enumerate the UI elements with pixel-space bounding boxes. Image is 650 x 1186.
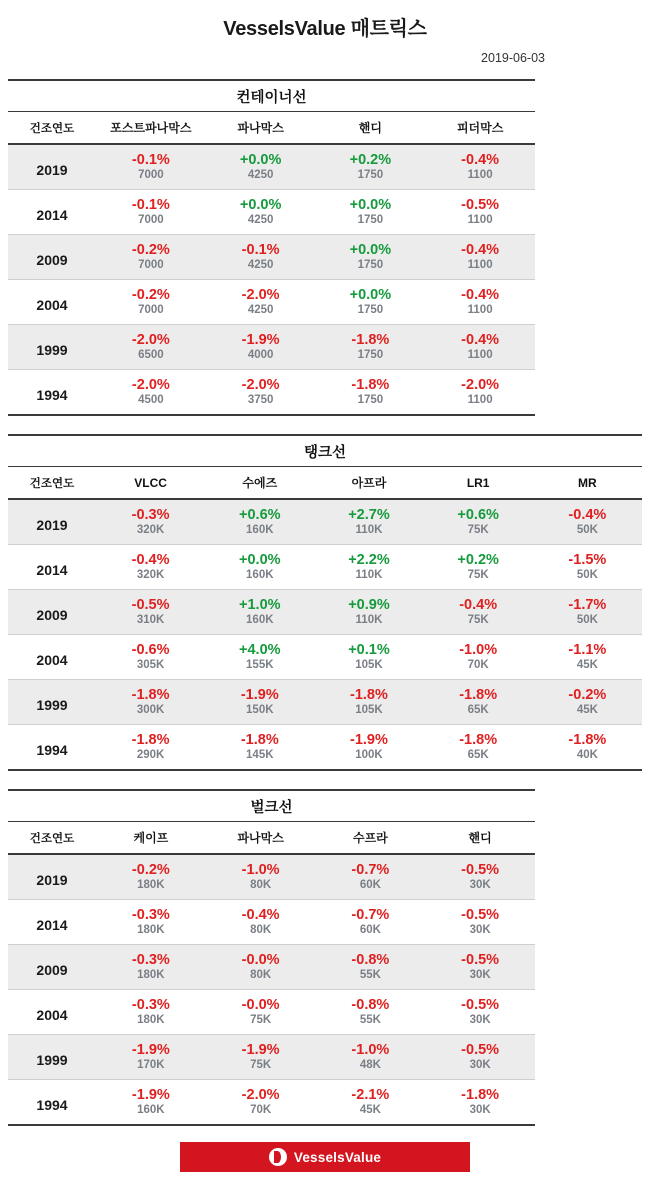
change-percent-cell: -0.4%: [425, 235, 535, 260]
change-percent-cell: -0.1%: [206, 235, 316, 260]
value-cell: 4250: [206, 259, 316, 279]
value-cell: 80K: [206, 924, 316, 944]
change-percent-cell: -0.1%: [96, 190, 206, 215]
value-cell: 160K: [96, 1104, 206, 1124]
value-cell: 1750: [316, 394, 426, 414]
value-cell: 180K: [96, 879, 206, 899]
column-header-year: 건조연도: [8, 822, 96, 854]
table-row: [8, 1080, 535, 1105]
change-percent-cell: +0.6%: [424, 499, 533, 524]
column-header: VLCC: [96, 467, 205, 499]
matrix-table: [8, 822, 535, 1124]
value-cell: 65K: [424, 749, 533, 769]
value-cell: 30K: [425, 1014, 535, 1034]
value-cell: 7000: [96, 169, 206, 189]
change-percent-cell: +0.6%: [205, 499, 314, 524]
row-year: 1999: [8, 1035, 96, 1080]
change-percent-cell: -2.0%: [96, 370, 206, 395]
change-percent-cell: -1.8%: [424, 680, 533, 705]
report-date: 2019-06-03: [481, 51, 545, 65]
value-cell: 105K: [314, 659, 423, 679]
change-percent-cell: -0.4%: [424, 590, 533, 615]
table-row: [8, 235, 535, 260]
change-percent-cell: -0.2%: [96, 854, 206, 879]
value-cell: 80K: [206, 879, 316, 899]
table-row: [8, 325, 535, 350]
value-cell: 4250: [206, 304, 316, 324]
change-percent-cell: -1.8%: [316, 325, 426, 350]
matrix-section: [8, 434, 642, 771]
matrix-table: [8, 112, 535, 414]
value-cell: 1750: [316, 304, 426, 324]
value-cell: 290K: [96, 749, 205, 769]
value-cell: 1100: [425, 214, 535, 234]
section-title: 벌크선: [8, 789, 535, 822]
change-percent-cell: -1.8%: [96, 680, 205, 705]
table-header-row: [8, 822, 535, 854]
table-row: [8, 370, 535, 395]
change-percent-cell: +0.1%: [314, 635, 423, 660]
column-header: 포스트파나막스: [96, 112, 206, 144]
value-cell: 6500: [96, 349, 206, 369]
row-year: 2004: [8, 280, 96, 325]
value-cell: 1100: [425, 349, 535, 369]
value-cell: 30K: [425, 969, 535, 989]
change-percent-cell: -1.9%: [205, 680, 314, 705]
value-cell: 1100: [425, 169, 535, 189]
value-cell: 70K: [206, 1104, 316, 1124]
change-percent-cell: -0.4%: [425, 144, 535, 169]
change-percent-cell: +2.7%: [314, 499, 423, 524]
change-percent-cell: -0.8%: [316, 990, 426, 1015]
value-cell: 7000: [96, 214, 206, 234]
change-percent-cell: -0.5%: [425, 190, 535, 215]
change-percent-cell: -1.8%: [316, 370, 426, 395]
value-cell: 170K: [96, 1059, 206, 1079]
value-cell: 180K: [96, 924, 206, 944]
row-year: 2019: [8, 144, 96, 189]
value-cell: 40K: [533, 749, 642, 769]
column-header: LR1: [424, 467, 533, 499]
table-row: [8, 545, 642, 570]
change-percent-cell: +4.0%: [205, 635, 314, 660]
vesselsvalue-logo-icon: [269, 1148, 287, 1166]
column-header-year: 건조연도: [8, 467, 96, 499]
change-percent-cell: -1.9%: [206, 325, 316, 350]
value-cell: 75K: [424, 524, 533, 544]
change-percent-cell: -0.7%: [316, 854, 426, 879]
value-cell: 160K: [205, 569, 314, 589]
row-year: 2014: [8, 190, 96, 235]
change-percent-cell: -1.8%: [96, 725, 205, 750]
value-cell: 1750: [316, 349, 426, 369]
change-percent-cell: -0.1%: [96, 144, 206, 169]
change-percent-cell: -1.8%: [425, 1080, 535, 1105]
change-percent-cell: +0.2%: [316, 144, 426, 169]
change-percent-cell: -0.5%: [96, 590, 205, 615]
value-cell: 1750: [316, 259, 426, 279]
table-header-row: [8, 467, 642, 499]
table-row: [8, 1035, 535, 1060]
change-percent-cell: -0.4%: [533, 499, 642, 524]
change-percent-cell: -2.0%: [206, 370, 316, 395]
change-percent-cell: -0.7%: [316, 900, 426, 925]
value-cell: 45K: [533, 704, 642, 724]
row-year: 2009: [8, 590, 96, 635]
change-percent-cell: +1.0%: [205, 590, 314, 615]
table-row: [8, 144, 535, 169]
row-year: 1999: [8, 325, 96, 370]
value-cell: 45K: [533, 659, 642, 679]
column-header: 파나막스: [206, 822, 316, 854]
change-percent-cell: -0.3%: [96, 990, 206, 1015]
matrix-section: [8, 79, 535, 416]
value-cell: 75K: [424, 614, 533, 634]
table-row-values: [8, 704, 642, 724]
row-year: 1994: [8, 370, 96, 415]
value-cell: 1750: [316, 169, 426, 189]
change-percent-cell: -0.5%: [425, 945, 535, 970]
column-header: 수프라: [316, 822, 426, 854]
change-percent-cell: -2.0%: [206, 1080, 316, 1105]
value-cell: 105K: [314, 704, 423, 724]
value-cell: 305K: [96, 659, 205, 679]
table-row: [8, 854, 535, 879]
column-header: MR: [533, 467, 642, 499]
table-row: [8, 725, 642, 750]
change-percent-cell: -0.3%: [96, 900, 206, 925]
change-percent-cell: -0.3%: [96, 945, 206, 970]
matrix-section: [8, 789, 535, 1126]
column-header: 아프라: [314, 467, 423, 499]
change-percent-cell: -0.8%: [316, 945, 426, 970]
change-percent-cell: -0.4%: [425, 280, 535, 305]
change-percent-cell: -1.9%: [96, 1080, 206, 1105]
value-cell: 320K: [96, 569, 205, 589]
value-cell: 160K: [205, 524, 314, 544]
change-percent-cell: -1.8%: [205, 725, 314, 750]
row-year: 1994: [8, 1080, 96, 1125]
change-percent-cell: +0.0%: [205, 545, 314, 570]
value-cell: 80K: [206, 969, 316, 989]
change-percent-cell: -1.9%: [96, 1035, 206, 1060]
change-percent-cell: +0.0%: [206, 144, 316, 169]
value-cell: 110K: [314, 569, 423, 589]
change-percent-cell: -2.0%: [206, 280, 316, 305]
value-cell: 310K: [96, 614, 205, 634]
value-cell: 75K: [424, 569, 533, 589]
column-header: 케이프: [96, 822, 206, 854]
change-percent-cell: -0.6%: [96, 635, 205, 660]
table-row: [8, 680, 642, 705]
value-cell: 1750: [316, 214, 426, 234]
value-cell: 3750: [206, 394, 316, 414]
row-year: 2004: [8, 990, 96, 1035]
value-cell: 320K: [96, 524, 205, 544]
change-percent-cell: +0.0%: [206, 190, 316, 215]
change-percent-cell: -0.2%: [533, 680, 642, 705]
column-header: 수에즈: [205, 467, 314, 499]
change-percent-cell: -0.5%: [425, 990, 535, 1015]
change-percent-cell: +0.2%: [424, 545, 533, 570]
value-cell: 50K: [533, 524, 642, 544]
value-cell: 30K: [425, 879, 535, 899]
value-cell: 30K: [425, 924, 535, 944]
table-row-values: [8, 524, 642, 544]
column-header: 파나막스: [206, 112, 316, 144]
value-cell: 4000: [206, 349, 316, 369]
value-cell: 60K: [316, 924, 426, 944]
matrix-table: [8, 467, 642, 769]
change-percent-cell: -1.0%: [316, 1035, 426, 1060]
value-cell: 55K: [316, 1014, 426, 1034]
table-row: [8, 499, 642, 524]
section-bottom-rule: [8, 1124, 535, 1126]
column-header: 핸디: [425, 822, 535, 854]
change-percent-cell: -0.2%: [96, 235, 206, 260]
change-percent-cell: -0.0%: [206, 945, 316, 970]
change-percent-cell: -1.7%: [533, 590, 642, 615]
value-cell: 1100: [425, 259, 535, 279]
section-title: 컨테이너선: [8, 79, 535, 112]
value-cell: 60K: [316, 879, 426, 899]
section-title: 탱크선: [8, 434, 642, 467]
value-cell: 4250: [206, 169, 316, 189]
change-percent-cell: -1.1%: [533, 635, 642, 660]
change-percent-cell: -1.5%: [533, 545, 642, 570]
change-percent-cell: -1.8%: [314, 680, 423, 705]
value-cell: 160K: [205, 614, 314, 634]
change-percent-cell: -1.8%: [424, 725, 533, 750]
table-row: [8, 590, 642, 615]
table-row-values: [8, 614, 642, 634]
value-cell: 48K: [316, 1059, 426, 1079]
change-percent-cell: -0.5%: [425, 900, 535, 925]
table-row: [8, 635, 642, 660]
value-cell: 55K: [316, 969, 426, 989]
value-cell: 75K: [206, 1059, 316, 1079]
value-cell: 70K: [424, 659, 533, 679]
change-percent-cell: -0.5%: [425, 1035, 535, 1060]
row-year: 2009: [8, 945, 96, 990]
value-cell: 50K: [533, 614, 642, 634]
table-row: [8, 990, 535, 1015]
value-cell: 1100: [425, 304, 535, 324]
value-cell: 100K: [314, 749, 423, 769]
row-year: 2009: [8, 235, 96, 280]
value-cell: 7000: [96, 304, 206, 324]
row-year: 2004: [8, 635, 96, 680]
column-header: 핸디: [316, 112, 426, 144]
value-cell: 65K: [424, 704, 533, 724]
value-cell: 180K: [96, 969, 206, 989]
row-year: 1994: [8, 725, 96, 770]
row-year: 2019: [8, 854, 96, 899]
value-cell: 45K: [316, 1104, 426, 1124]
value-cell: 7000: [96, 259, 206, 279]
section-container: [0, 79, 650, 1126]
vesselsvalue-logo: [180, 1142, 470, 1172]
footer: [0, 1142, 650, 1186]
value-cell: 180K: [96, 1014, 206, 1034]
change-percent-cell: -1.9%: [314, 725, 423, 750]
change-percent-cell: +0.0%: [316, 235, 426, 260]
value-cell: 4500: [96, 394, 206, 414]
change-percent-cell: +0.9%: [314, 590, 423, 615]
table-row-values: [8, 659, 642, 679]
value-cell: 30K: [425, 1059, 535, 1079]
change-percent-cell: -0.3%: [96, 499, 205, 524]
brand-name: VesselsValue: [293, 1149, 382, 1165]
row-year: 2019: [8, 499, 96, 544]
value-cell: 110K: [314, 524, 423, 544]
change-percent-cell: -0.5%: [425, 854, 535, 879]
row-year: 1999: [8, 680, 96, 725]
value-cell: 75K: [206, 1014, 316, 1034]
change-percent-cell: -0.4%: [206, 900, 316, 925]
change-percent-cell: -0.4%: [425, 325, 535, 350]
section-bottom-rule: [8, 414, 535, 416]
value-cell: 50K: [533, 569, 642, 589]
change-percent-cell: -1.8%: [533, 725, 642, 750]
table-row: [8, 900, 535, 925]
value-cell: 4250: [206, 214, 316, 234]
table-row: [8, 190, 535, 215]
value-cell: 150K: [205, 704, 314, 724]
value-cell: 300K: [96, 704, 205, 724]
sections-root: [8, 79, 642, 1126]
table-row: [8, 945, 535, 970]
change-percent-cell: -2.1%: [316, 1080, 426, 1105]
change-percent-cell: -1.0%: [424, 635, 533, 660]
table-header-row: [8, 112, 535, 144]
row-year: 2014: [8, 900, 96, 945]
change-percent-cell: +2.2%: [314, 545, 423, 570]
change-percent-cell: -1.9%: [206, 1035, 316, 1060]
value-cell: 145K: [205, 749, 314, 769]
value-cell: 110K: [314, 614, 423, 634]
change-percent-cell: -0.2%: [96, 280, 206, 305]
page-title: VesselsValue 매트릭스: [223, 18, 427, 40]
value-cell: 30K: [425, 1104, 535, 1124]
change-percent-cell: +0.0%: [316, 190, 426, 215]
change-percent-cell: -2.0%: [96, 325, 206, 350]
change-percent-cell: -0.0%: [206, 990, 316, 1015]
table-row-values: [8, 569, 642, 589]
change-percent-cell: -2.0%: [425, 370, 535, 395]
change-percent-cell: -0.4%: [96, 545, 205, 570]
table-row: [8, 280, 535, 305]
column-header: 피더막스: [425, 112, 535, 144]
section-bottom-rule: [8, 769, 642, 771]
value-cell: 155K: [205, 659, 314, 679]
row-year: 2014: [8, 545, 96, 590]
change-percent-cell: -1.0%: [206, 854, 316, 879]
column-header-year: 건조연도: [8, 112, 96, 144]
table-row-values: [8, 749, 642, 769]
value-cell: 1100: [425, 394, 535, 414]
change-percent-cell: +0.0%: [316, 280, 426, 305]
